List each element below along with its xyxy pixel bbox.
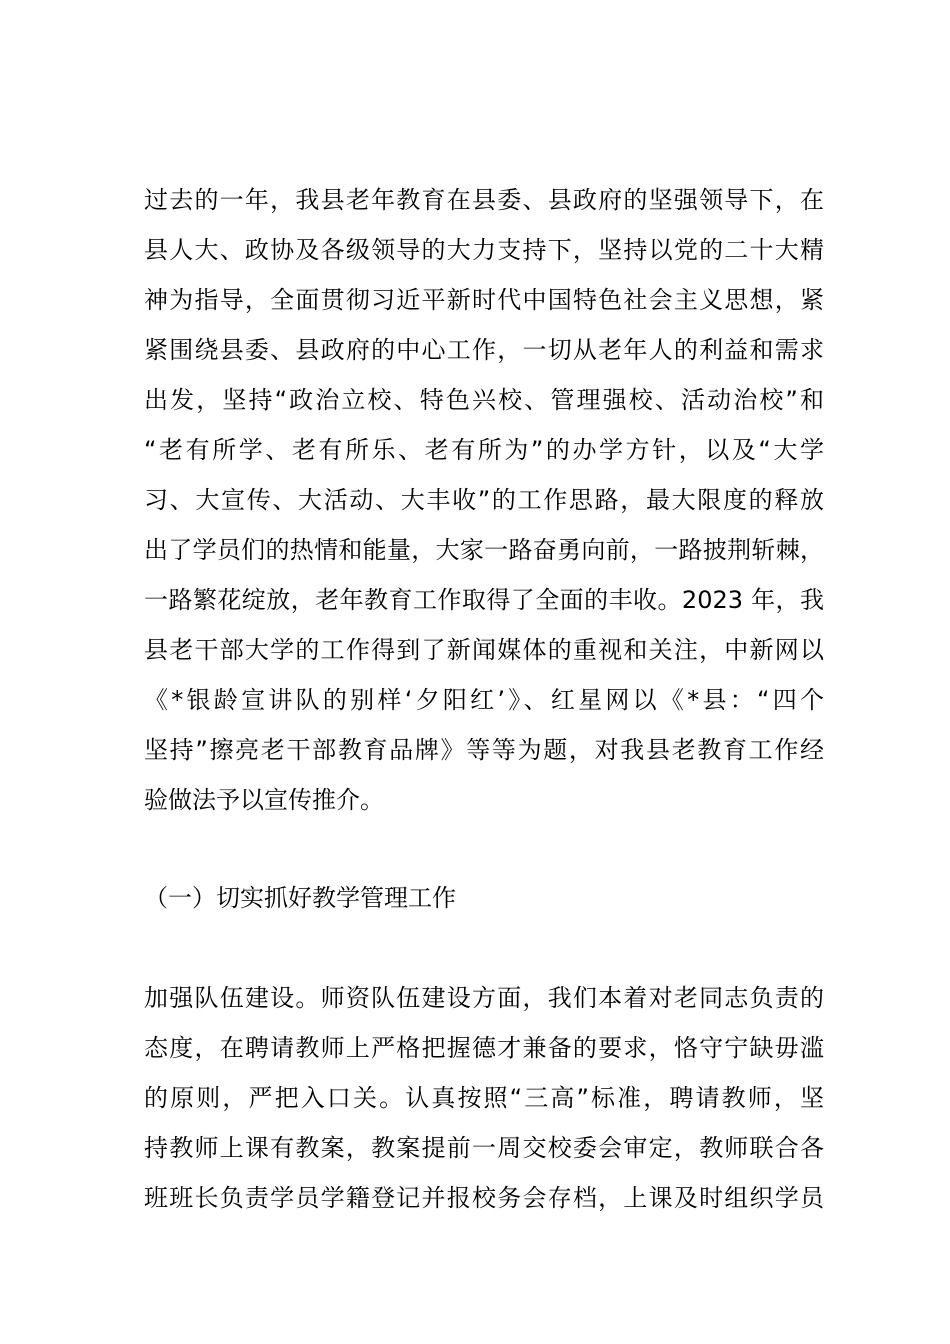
paragraph-line: 县老干部大学的工作得到了新闻媒体的重视和关注，中新网以 xyxy=(144,636,824,664)
paragraph-line: 习、大宣传、大活动、大丰收”的工作思路，最大限度的释放 xyxy=(144,486,824,514)
paragraph-line: 紧围绕县委、县政府的中心工作，一切从老年人的利益和需求 xyxy=(144,336,824,364)
paragraph-line: 县人大、政协及各级领导的大力支持下，坚持以党的二十大精 xyxy=(144,236,824,264)
paragraph-line: 神为指导，全面贯彻习近平新时代中国特色社会主义思想，紧 xyxy=(144,286,824,314)
paragraph-line: 加强队伍建设。师资队伍建设方面，我们本着对老同志负责的 xyxy=(144,984,824,1012)
paragraph-line: 一路繁花绽放，老年教育工作取得了全面的丰收。2023 年，我 xyxy=(144,586,824,614)
paragraph-line: 班班长负责学员学籍登记并报校务会存档，上课及时组织学员 xyxy=(144,1184,824,1212)
paragraph-line: 出了学员们的热情和能量，大家一路奋勇向前，一路披荆斩棘， xyxy=(144,536,824,564)
paragraph-line: 的原则，严把入口关。认真按照“三高”标准，聘请教师，坚 xyxy=(144,1084,824,1112)
intro-paragraph xyxy=(144,175,824,825)
paragraph-line: 持教师上课有教案，教案提前一周交校委会审定，教师联合各 xyxy=(144,1134,824,1162)
paragraph-line: 过去的一年，我县老年教育在县委、县政府的坚强领导下，在 xyxy=(144,186,824,214)
body-paragraph xyxy=(144,973,824,1223)
paragraph-line: 态度，在聘请教师上严格把握德才兼备的要求，恪守宁缺毋滥 xyxy=(144,1034,824,1062)
section-heading: （一）切实抓好教学管理工作 xyxy=(144,884,456,912)
paragraph-line: 验做法予以宣传推介。 xyxy=(144,786,384,814)
paragraph-line: 坚持”擦亮老干部教育品牌》等等为题，对我县老教育工作经 xyxy=(144,736,824,764)
paragraph-line: 出发，坚持“政治立校、特色兴校、管理强校、活动治校”和 xyxy=(144,386,824,414)
paragraph-line: “老有所学、老有所乐、老有所为”的办学方针，以及“大学 xyxy=(144,436,824,464)
paragraph-line: 《*银龄宣讲队的别样‘夕阳红’》、红星网以《*县：“四个 xyxy=(144,686,824,714)
